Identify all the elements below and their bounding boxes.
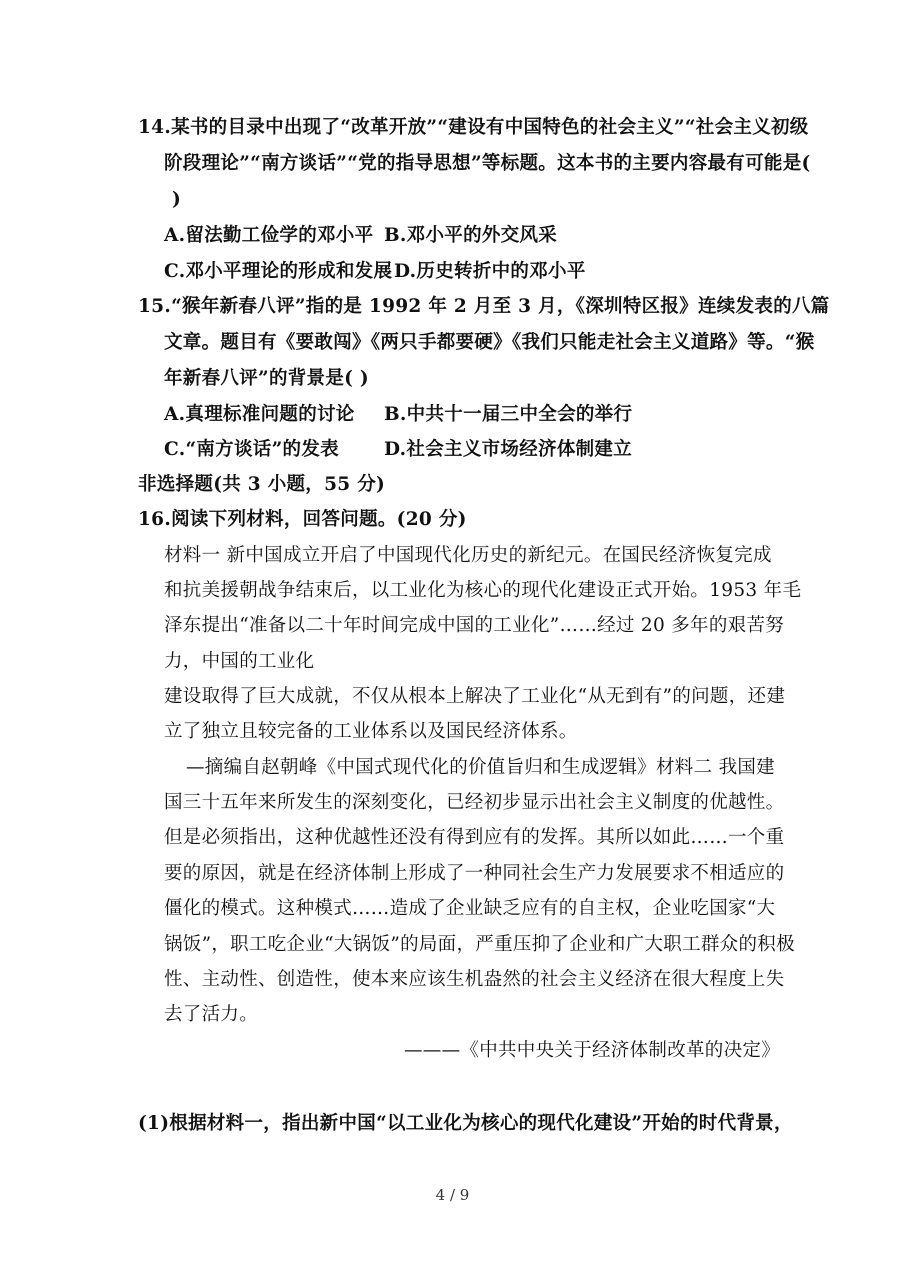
q15-stem-line3: 年新春八评”的背景是( ) (164, 368, 369, 389)
material2-line: —摘编自赵朝峰《中国式现代化的价值旨归和生成逻辑》材料二 我国建 (186, 757, 775, 778)
material1-line: 立了独立且较完备的工业体系以及国民经济体系。 (164, 721, 578, 742)
material1-line: 建设取得了巨大成就，不仅从根本上解决了工业化“从无到有”的问题，还建 (164, 686, 786, 707)
material2-line: 锅饭”，职工吃企业“大锅饭”的局面，严重压抑了企业和广大职工群众的积极 (164, 934, 795, 955)
q14-stem-line1: 14.某书的目录中出现了“改革开放”“建设有中国特色的社会主义”“社会主义初级 (138, 117, 809, 138)
q15-stem-line2: 文章。题目有《要敢闯》《两只手都要硬》《我们只能走社会主义道路》等。“猴 (164, 332, 815, 353)
q16-title: 16.阅读下列材料，回答问题。(20 分) (138, 509, 467, 530)
q14-stem-line2: 阶段理论”“南方谈话”“党的指导思想”等标题。这本书的主要内容最有可能是( (164, 153, 811, 174)
material1-line: 力，中国的工业化 (164, 651, 315, 672)
material2-line: 要的原因，就是在经济体制上形成了一种同社会生产力发展要求不相适应的 (164, 863, 785, 884)
page-number: 4 / 9 (435, 1186, 470, 1204)
q15-option-a: A.真理标准问题的讨论 (164, 404, 355, 425)
q15-option-b: B.中共十一届三中全会的举行 (384, 404, 633, 425)
material2-line: 僵化的模式。这种模式……造成了企业缺乏应有的自主权，企业吃国家“大 (164, 898, 776, 919)
q16-subquestion-1: (1)根据材料一，指出新中国“以工业化为核心的现代化建设”开始的时代背景， (138, 1113, 793, 1134)
q15-option-d: D.社会主义市场经济体制建立 (384, 439, 633, 460)
q14-option-a: A.留法勤工俭学的邓小平 (164, 225, 374, 246)
section-header: 非选择题(共 3 小题，55 分) (138, 474, 386, 495)
q14-option-d: D.历史转折中的邓小平 (394, 261, 586, 282)
q14-option-b: B.邓小平的外交风采 (384, 225, 558, 246)
material1-line: 泽东提出“准备以二十年时间完成中国的工业化”……经过 20 多年的艰苦努 (164, 615, 785, 636)
material2-line: 国三十五年来所发生的深刻变化，已经初步显示出社会主义制度的优越性。 (164, 792, 785, 813)
material2-line: 但是必须指出，这种优越性还没有得到应有的发挥。其所以如此……一个重 (164, 827, 785, 848)
material1-line: 和抗美援朝战争结束后，以工业化为核心的现代化建设正式开始。1953 年毛 (164, 580, 802, 601)
q15-stem-line1: 15.“猴年新春八评”指的是 1992 年 2 月至 3 月，《深圳特区报》连续发表的八篇 (138, 296, 830, 317)
q14-stem-line3: ) (172, 189, 182, 210)
material2-line: 去了活力。 (164, 1004, 259, 1025)
material2-source: ———《中共中央关于经济体制改革的决定》 (404, 1040, 781, 1061)
q14-option-c: C.邓小平理论的形成和发展 (164, 261, 393, 282)
material1-line: 材料一 新中国成立开启了中国现代化历史的新纪元。在国民经济恢复完成 (164, 545, 772, 566)
material2-line: 性、主动性、创造性，使本来应该生机盎然的社会主义经济在很大程度上失 (164, 969, 785, 990)
q15-option-c: C.“南方谈话”的发表 (164, 439, 339, 460)
